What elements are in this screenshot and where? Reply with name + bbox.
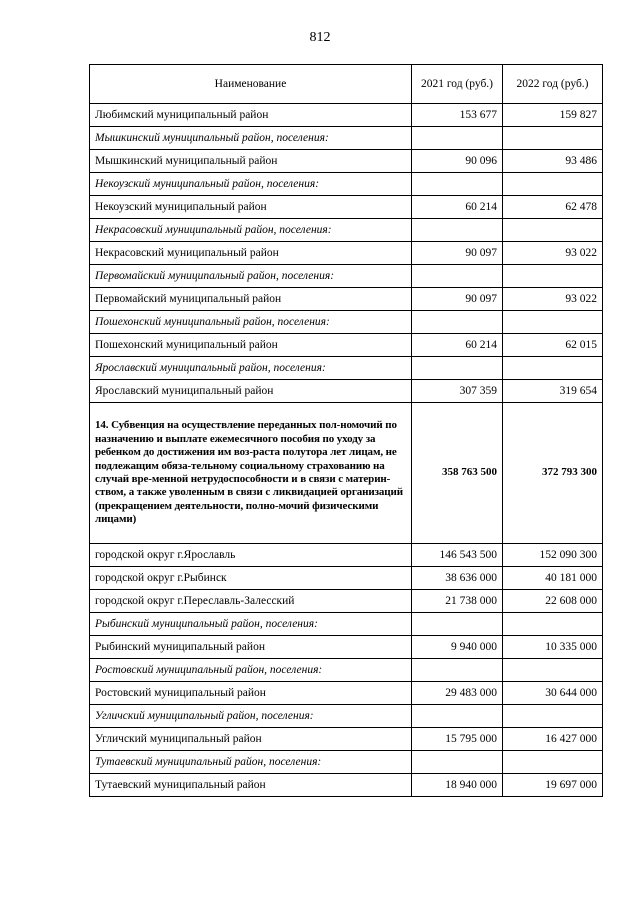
table-row: [90, 728, 603, 751]
section-row: [90, 357, 603, 380]
name-cell: Тутаевский муниципальный район: [90, 774, 412, 797]
section-row: [90, 173, 603, 196]
value-2022-cell: 152 090 300: [503, 544, 603, 567]
name-cell: Некрасовский муниципальный район, поселения:: [90, 219, 412, 242]
value-2021-cell: [412, 751, 503, 774]
value-2021-cell: 90 097: [412, 242, 503, 265]
name-cell: городской округ г.Переславль-Залесский: [90, 590, 412, 613]
header-2022: 2022 год (руб.): [503, 65, 603, 104]
name-cell: Рыбинский муниципальный район, поселения:: [90, 613, 412, 636]
table-row: [90, 544, 603, 567]
section-row: [90, 127, 603, 150]
section-row: [90, 705, 603, 728]
value-2022-cell: [503, 659, 603, 682]
name-cell: Ростовский муниципальный район, поселения:: [90, 659, 412, 682]
name-cell: Первомайский муниципальный район, поселения:: [90, 265, 412, 288]
value-2022-cell: 93 486: [503, 150, 603, 173]
value-2021-cell: [412, 705, 503, 728]
value-2022-cell: 372 793 300: [503, 403, 603, 544]
name-cell: Любимский муниципальный район: [90, 104, 412, 127]
page-number: 812: [309, 30, 331, 45]
name-cell: Некрасовский муниципальный район: [90, 242, 412, 265]
table-row: [90, 380, 603, 403]
value-2022-cell: [503, 173, 603, 196]
header-2021: 2021 год (руб.): [412, 65, 503, 104]
table-row: [90, 567, 603, 590]
value-2021-cell: 90 096: [412, 150, 503, 173]
value-2022-cell: [503, 751, 603, 774]
name-cell: Пошехонский муниципальный район: [90, 334, 412, 357]
table-row: [90, 104, 603, 127]
value-2021-cell: [412, 127, 503, 150]
name-cell: Угличский муниципальный район: [90, 728, 412, 751]
name-cell: Мышкинский муниципальный район: [90, 150, 412, 173]
budget-table: [89, 64, 603, 797]
value-2022-cell: 159 827: [503, 104, 603, 127]
name-cell: Ярославский муниципальный район, поселения:: [90, 357, 412, 380]
value-2022-cell: 62 015: [503, 334, 603, 357]
value-2021-cell: 29 483 000: [412, 682, 503, 705]
value-2021-cell: 153 677: [412, 104, 503, 127]
value-2021-cell: [412, 265, 503, 288]
value-2021-cell: [412, 357, 503, 380]
table-row: [90, 774, 603, 797]
value-2021-cell: [412, 311, 503, 334]
name-cell: 14. Субвенция на осуществление переданных пол-номочий по назначению и выплате ежемесячного пособия по уходу за ребенком до достижения им воз-раста полутора лет лицам, не подлежащим обяза-тельному социальному страхованию на случай вре-менной нетрудоспособности и в связи с материн-ством, а также уволенным в связи с ликвидацией организаций (прекращением деятельности, полно-мочий физическими лицами): [90, 403, 412, 544]
value-2022-cell: [503, 219, 603, 242]
value-2021-cell: 9 940 000: [412, 636, 503, 659]
value-2022-cell: [503, 127, 603, 150]
name-cell: Ярославский муниципальный район: [90, 380, 412, 403]
value-2021-cell: 15 795 000: [412, 728, 503, 751]
table-row: [90, 150, 603, 173]
value-2022-cell: [503, 613, 603, 636]
value-2022-cell: 19 697 000: [503, 774, 603, 797]
value-2021-cell: 60 214: [412, 196, 503, 219]
value-2021-cell: [412, 659, 503, 682]
table-body: [90, 104, 603, 797]
value-2022-cell: 16 427 000: [503, 728, 603, 751]
value-2022-cell: [503, 311, 603, 334]
section-row: [90, 751, 603, 774]
value-2021-cell: 60 214: [412, 334, 503, 357]
value-2021-cell: 21 738 000: [412, 590, 503, 613]
value-2022-cell: 93 022: [503, 288, 603, 311]
value-2022-cell: [503, 357, 603, 380]
name-cell: Первомайский муниципальный район: [90, 288, 412, 311]
table-row: [90, 242, 603, 265]
value-2021-cell: 358 763 500: [412, 403, 503, 544]
name-cell: Ростовский муниципальный район: [90, 682, 412, 705]
name-cell: Тутаевский муниципальный район, поселения:: [90, 751, 412, 774]
name-cell: городской округ г.Рыбинск: [90, 567, 412, 590]
value-2022-cell: [503, 705, 603, 728]
table-row: [90, 334, 603, 357]
value-2022-cell: 22 608 000: [503, 590, 603, 613]
value-2022-cell: [503, 265, 603, 288]
header-name: Наименование: [90, 65, 412, 104]
value-2022-cell: 62 478: [503, 196, 603, 219]
name-cell: Некоузский муниципальный район: [90, 196, 412, 219]
value-2022-cell: 40 181 000: [503, 567, 603, 590]
name-cell: Угличский муниципальный район, поселения:: [90, 705, 412, 728]
table-row: [90, 682, 603, 705]
section-row: [90, 219, 603, 242]
table-header-row: [90, 65, 603, 104]
name-cell: городской округ г.Ярославль: [90, 544, 412, 567]
section-row: [90, 613, 603, 636]
value-2022-cell: 319 654: [503, 380, 603, 403]
table-row: [90, 196, 603, 219]
value-2022-cell: 93 022: [503, 242, 603, 265]
value-2021-cell: [412, 613, 503, 636]
name-cell: Некоузский муниципальный район, поселения:: [90, 173, 412, 196]
table-row: [90, 590, 603, 613]
name-cell: Мышкинский муниципальный район, поселения:: [90, 127, 412, 150]
value-2021-cell: 38 636 000: [412, 567, 503, 590]
table-row: [90, 288, 603, 311]
value-2021-cell: 18 940 000: [412, 774, 503, 797]
value-2021-cell: [412, 219, 503, 242]
name-cell: Пошехонский муниципальный район, поселения:: [90, 311, 412, 334]
value-2021-cell: 90 097: [412, 288, 503, 311]
section-row: [90, 659, 603, 682]
name-cell: Рыбинский муниципальный район: [90, 636, 412, 659]
subsidy-row: [90, 403, 603, 544]
section-row: [90, 265, 603, 288]
table-row: [90, 636, 603, 659]
value-2021-cell: 307 359: [412, 380, 503, 403]
value-2021-cell: [412, 173, 503, 196]
value-2021-cell: 146 543 500: [412, 544, 503, 567]
value-2022-cell: 10 335 000: [503, 636, 603, 659]
value-2022-cell: 30 644 000: [503, 682, 603, 705]
section-row: [90, 311, 603, 334]
